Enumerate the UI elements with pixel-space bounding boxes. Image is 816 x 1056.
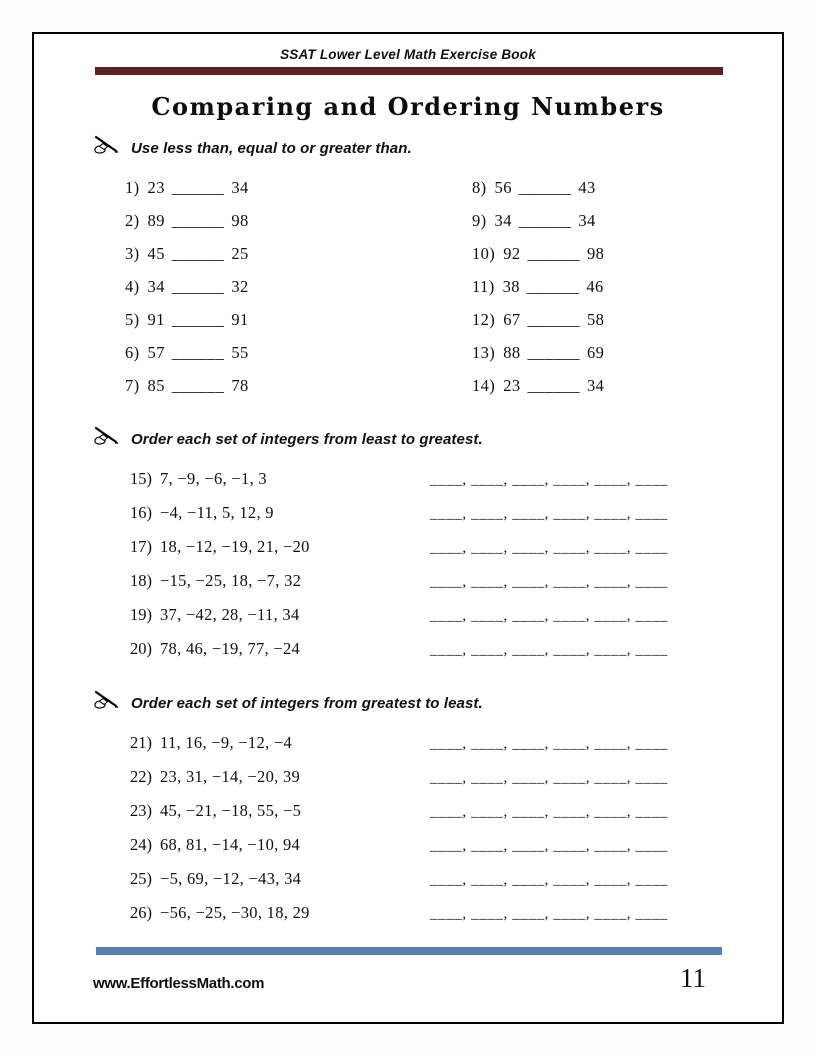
answer-blank: ______ [527,376,581,395]
section-instruction: Use less than, equal to or greater than. [131,139,412,157]
question [130,598,430,632]
header-rule [95,67,723,75]
problem-number: 6) [125,343,140,362]
question [130,862,430,896]
compare-problem [125,303,472,336]
order-problem [130,862,782,896]
problem-number: 10) [472,244,496,263]
right-number: 25 [231,244,249,263]
left-number: 45 [147,244,165,263]
order-problem [130,564,782,598]
right-number: 32 [231,277,249,296]
problem-number: 13) [472,343,496,362]
order-problem [130,828,782,862]
order-problem [130,896,782,930]
answer-blanks: ____, ____, ____, ____, ____, ____ [430,642,668,658]
answer-blanks: ____, ____, ____, ____, ____, ____ [430,472,668,488]
problem-number: 5) [125,310,140,329]
right-number: 55 [231,343,249,362]
compare-problem [472,237,782,270]
integer-set: −5, 69, −12, −43, 34 [160,869,302,888]
problem-number: 8) [472,178,487,197]
left-number: 56 [494,178,512,197]
problem-number: 9) [472,211,487,230]
left-number: 34 [147,277,165,296]
answer-blanks: ____, ____, ____, ____, ____, ____ [430,574,668,590]
question [130,530,430,564]
problem-number: 14) [472,376,496,395]
section-3 [34,692,782,930]
order-problems [130,462,782,666]
answer-blanks: ____, ____, ____, ____, ____, ____ [430,540,668,556]
answer-blank: ______ [171,244,225,263]
left-number: 91 [147,310,165,329]
answer-blank: ______ [526,277,580,296]
problem-number: 2) [125,211,140,230]
left-number: 89 [147,211,165,230]
compare-problem [125,204,472,237]
right-number: 58 [587,310,605,329]
order-problem [130,530,782,564]
answer-blanks: ____, ____, ____, ____, ____, ____ [430,506,668,522]
integer-set: −56, −25, −30, 18, 29 [160,903,310,922]
compare-problem [472,336,782,369]
compare-problem [472,171,782,204]
answer-blank: ______ [518,211,572,230]
left-number: 34 [494,211,512,230]
question [130,828,430,862]
order-problem [130,598,782,632]
left-number: 88 [503,343,521,362]
compare-problem [125,171,472,204]
right-number: 78 [231,376,249,395]
integer-set: 45, −21, −18, 55, −5 [160,801,302,820]
integer-set: 68, 81, −14, −10, 94 [160,835,301,854]
right-number: 34 [587,376,605,395]
website-link: www.EffortlessMath.com [93,975,265,992]
compare-problem [472,303,782,336]
right-number: 98 [587,244,605,263]
order-problems [130,726,782,930]
problem-number: 18) [130,571,152,590]
compare-problem [472,369,782,402]
worksheet-sections [34,137,782,930]
section-instruction: Order each set of integers from greatest to least. [131,694,483,712]
question [130,896,430,930]
question [130,794,430,828]
integer-set: −15, −25, 18, −7, 32 [160,571,302,590]
problem-number: 22) [130,767,152,786]
answer-blanks: ____, ____, ____, ____, ____, ____ [430,770,668,786]
answer-blank: ______ [527,310,581,329]
footer-rule [96,947,722,955]
problem-number: 21) [130,733,152,752]
left-number: 57 [147,343,165,362]
order-problem [130,760,782,794]
integer-set: −4, −11, 5, 12, 9 [160,503,274,522]
answer-blank: ______ [171,178,225,197]
integer-set: 11, 16, −9, −12, −4 [160,733,293,752]
answer-blanks: ____, ____, ____, ____, ____, ____ [430,872,668,888]
compare-problem [125,369,472,402]
answer-blank: ______ [171,376,225,395]
answer-blanks: ____, ____, ____, ____, ____, ____ [430,838,668,854]
answer-blank: ______ [527,343,581,362]
answer-blank: ______ [527,244,581,263]
right-number: 69 [587,343,605,362]
right-number: 34 [231,178,249,197]
question [130,462,430,496]
right-number: 46 [586,277,604,296]
section-2 [34,428,782,666]
answer-blank: ______ [171,343,225,362]
problem-number: 25) [130,869,152,888]
answer-blank: ______ [171,277,225,296]
compare-problem [125,237,472,270]
right-number: 34 [578,211,596,230]
left-number: 92 [503,244,521,263]
question [130,726,430,760]
writing-hand-icon [93,690,120,716]
writing-hand-icon [93,426,120,452]
section-1 [34,137,782,402]
left-number: 67 [503,310,521,329]
page-number: 11 [680,963,706,993]
page-title: Comparing and Ordering Numbers [151,92,665,121]
compare-problem [472,270,782,303]
answer-blank: ______ [171,310,225,329]
question [130,760,430,794]
right-number: 91 [231,310,249,329]
order-problem [130,726,782,760]
answer-blanks: ____, ____, ____, ____, ____, ____ [430,608,668,624]
page-border [32,32,784,1024]
integer-set: 37, −42, 28, −11, 34 [160,605,300,624]
answer-blanks: ____, ____, ____, ____, ____, ____ [430,736,668,752]
problem-number: 15) [130,469,152,488]
compare-problem [125,270,472,303]
compare-problems [125,171,782,402]
book-title: SSAT Lower Level Math Exercise Book [280,47,536,62]
order-problem [130,462,782,496]
answer-blank: ______ [518,178,572,197]
section-instruction: Order each set of integers from least to greatest. [131,430,483,448]
integer-set: 7, −9, −6, −1, 3 [160,469,267,488]
problem-number: 7) [125,376,140,395]
problem-number: 16) [130,503,152,522]
left-number: 38 [502,277,520,296]
problem-number: 4) [125,277,140,296]
answer-blanks: ____, ____, ____, ____, ____, ____ [430,804,668,820]
question [130,632,430,666]
right-number: 98 [231,211,249,230]
right-number: 43 [578,178,596,197]
integer-set: 18, −12, −19, 21, −20 [160,537,310,556]
problem-number: 24) [130,835,152,854]
problem-number: 17) [130,537,152,556]
answer-blank: ______ [171,211,225,230]
order-problem [130,496,782,530]
footer [34,947,782,992]
problem-number: 1) [125,178,140,197]
compare-problem [125,336,472,369]
writing-hand-icon [93,135,120,161]
integer-set: 23, 31, −14, −20, 39 [160,767,301,786]
left-number: 23 [147,178,165,197]
order-problem [130,794,782,828]
problem-number: 26) [130,903,152,922]
answer-blanks: ____, ____, ____, ____, ____, ____ [430,906,668,922]
order-problem [130,632,782,666]
problem-number: 20) [130,639,152,658]
problem-number: 23) [130,801,152,820]
integer-set: 78, 46, −19, 77, −24 [160,639,301,658]
left-number: 85 [147,376,165,395]
problem-number: 19) [130,605,152,624]
problem-number: 11) [472,277,495,296]
compare-problem [472,204,782,237]
question [130,496,430,530]
problem-number: 3) [125,244,140,263]
question [130,564,430,598]
problem-number: 12) [472,310,496,329]
left-number: 23 [503,376,521,395]
